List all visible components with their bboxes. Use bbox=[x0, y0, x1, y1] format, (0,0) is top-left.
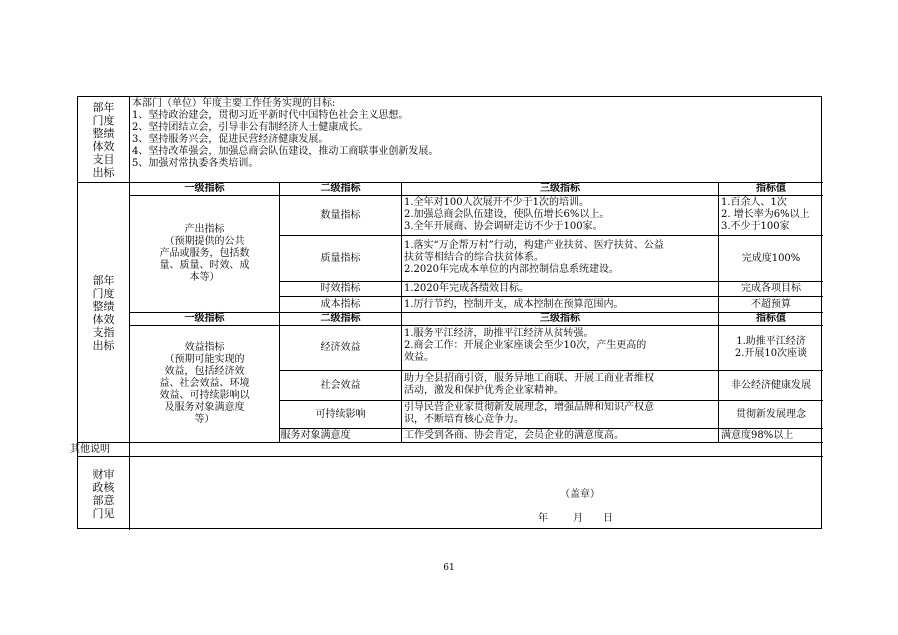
header-level3-benefit: 三级指标 bbox=[402, 313, 719, 326]
review-label-text: 财审 政核 部意 门见 bbox=[92, 467, 115, 520]
sustainable-level3 bbox=[402, 401, 719, 429]
goal-label-text: 部年 门度 整绩 体效 支目 出标 bbox=[92, 100, 115, 179]
quantity-level3 bbox=[402, 196, 719, 236]
satisfaction-value: 满意度98%以上 bbox=[719, 429, 823, 443]
economic-indicator: 经济效益 bbox=[280, 326, 402, 371]
page-number: 61 bbox=[443, 563, 455, 573]
level3-line: 1.落实“万企帮万村”行动，构建产业扶贫、医疗扶贫、公益 bbox=[404, 240, 664, 251]
header-value-benefit: 指标值 bbox=[719, 313, 823, 326]
other-notes-text: 其他说明 bbox=[70, 444, 110, 455]
economic-level3 bbox=[402, 326, 719, 371]
review-content bbox=[130, 457, 823, 530]
performance-table bbox=[70, 96, 822, 529]
level3-line: 引导民营企业家贯彻新发展理念，增强品牌和知识产权意 bbox=[404, 402, 654, 413]
timeliness-indicator: 时效指标 bbox=[280, 282, 402, 297]
benefit-level1-line: 效益，包括经济效 bbox=[164, 366, 245, 377]
output-level1-line: 产出指标 bbox=[184, 224, 225, 235]
benefit-level1-line: 效益、可持续影响以 bbox=[159, 390, 250, 401]
value-line: 2. 增长率为6%以上 bbox=[721, 209, 810, 220]
other-notes-content bbox=[130, 443, 823, 457]
benefit-level1 bbox=[130, 326, 280, 443]
benefit-level1-line: （预期可能实现的 bbox=[164, 354, 245, 365]
quantity-value bbox=[719, 196, 823, 236]
level3-line: 3.全年开展商、协会调研走访不少于100家。 bbox=[404, 221, 603, 232]
output-level1-line: 量、质量、时效、成 bbox=[159, 260, 250, 271]
header-level2: 二级指标 bbox=[280, 183, 402, 196]
sustainable-indicator: 可持续影响 bbox=[280, 401, 402, 429]
satisfaction-indicator: 服务对象满意度 bbox=[230, 429, 402, 443]
level3-line: 扶贫等相结合的综合扶贫体系。 bbox=[404, 252, 544, 263]
output-level1 bbox=[130, 196, 280, 313]
goal-heading: 本部门（单位）年度主要工作任务实现的目标: bbox=[132, 98, 336, 109]
date-month: 月 bbox=[573, 513, 583, 524]
benefit-level1-line: 益、社会效益、环境 bbox=[159, 378, 250, 389]
sustainable-value: 贯彻新发展理念 bbox=[719, 401, 823, 429]
output-level1-line: 产品或服务，包括数 bbox=[159, 248, 250, 259]
other-notes-label bbox=[70, 443, 130, 457]
economic-value bbox=[719, 326, 823, 371]
value-line: 2.开展10次座谈 bbox=[734, 348, 808, 359]
level3-line: 2.加强总商会队伍建设，使队伍增长6%以上。 bbox=[404, 209, 610, 220]
level3-line: 活动，激发和保护优秀企业家精神。 bbox=[404, 385, 564, 396]
level3-line: 1.服务平江经济，助推平江经济从贫转强。 bbox=[404, 328, 594, 339]
date-year: 年 bbox=[538, 513, 548, 524]
social-indicator: 社会效益 bbox=[280, 371, 402, 401]
header-level2-benefit: 二级指标 bbox=[280, 313, 402, 326]
quality-value: 完成度100% bbox=[719, 236, 823, 282]
goal-section-label bbox=[78, 97, 130, 183]
indicator-section-label bbox=[78, 183, 130, 443]
indicator-label-text: 部年 门度 整绩 体效 支指 出标 bbox=[92, 273, 115, 352]
benefit-level1-line: 等） bbox=[194, 414, 215, 425]
level3-line: 2.2020年完成本单位的内部控制信息系统建设。 bbox=[404, 264, 619, 275]
benefit-level1-line: 及服务对象满意度 bbox=[164, 402, 245, 413]
level3-line: 识，不断培育核心竞争力。 bbox=[404, 414, 524, 425]
goal-item: 3、坚持服务兴会，促进民营经济健康发展。 bbox=[132, 134, 329, 145]
social-value: 非公经济健康发展 bbox=[719, 371, 823, 401]
goal-item: 1、坚持政治建会，贯彻习近平新时代中国特色社会主义思想。 bbox=[132, 110, 409, 121]
level3-line: 助力全县招商引资，服务异地工商联、开展工商业者维权 bbox=[404, 373, 654, 384]
goal-item: 2、坚持团结立会，引导非公有制经济人士健康成长。 bbox=[132, 122, 369, 133]
benefit-level1-line: 效益指标 bbox=[184, 342, 225, 353]
seal-text: （盖章） bbox=[560, 489, 600, 500]
review-label bbox=[78, 457, 130, 530]
timeliness-value: 完成各项目标 bbox=[719, 282, 823, 297]
goal-item: 4、坚持改革强会，加强总商会队伍建设，推动工商联事业创新发展。 bbox=[132, 146, 439, 157]
quantity-indicator: 数量指标 bbox=[280, 196, 402, 236]
quality-indicator: 质量指标 bbox=[280, 236, 402, 282]
goal-content bbox=[130, 97, 823, 183]
value-line: 1.百余人、1次 bbox=[721, 197, 787, 208]
goal-item: 5、加强对常执委各类培训。 bbox=[132, 158, 259, 169]
social-level3 bbox=[402, 371, 719, 401]
value-line: 1.助推平江经济 bbox=[736, 336, 806, 347]
timeliness-level3: 1.2020年完成各绩效目标。 bbox=[402, 282, 719, 297]
value-line: 3.不少于100家 bbox=[721, 221, 790, 232]
header-level1-benefit: 一级指标 bbox=[130, 313, 280, 326]
header-level3: 三级指标 bbox=[402, 183, 719, 196]
satisfaction-level3: 工作受到各商、协会肯定，会员企业的满意度高。 bbox=[402, 429, 719, 443]
quality-level3 bbox=[402, 236, 719, 282]
cost-value: 不超预算 bbox=[719, 297, 823, 313]
cost-indicator: 成本指标 bbox=[280, 297, 402, 313]
header-value: 指标值 bbox=[719, 183, 823, 196]
date-day: 日 bbox=[603, 513, 613, 524]
level3-line: 1.全年对100人次展开不少于1次的培训。 bbox=[404, 197, 589, 208]
output-level1-line: 本等） bbox=[189, 272, 220, 283]
output-level1-line: （预期提供的公共 bbox=[164, 236, 245, 247]
header-level1: 一级指标 bbox=[130, 183, 280, 196]
level3-line: 效益。 bbox=[404, 352, 434, 363]
cost-level3: 1.厉行节约，控制开支，成本控制在预算范围内。 bbox=[402, 297, 719, 313]
level3-line: 2.商会工作：开展企业家座谈会至少10次，产生更高的 bbox=[404, 340, 647, 351]
